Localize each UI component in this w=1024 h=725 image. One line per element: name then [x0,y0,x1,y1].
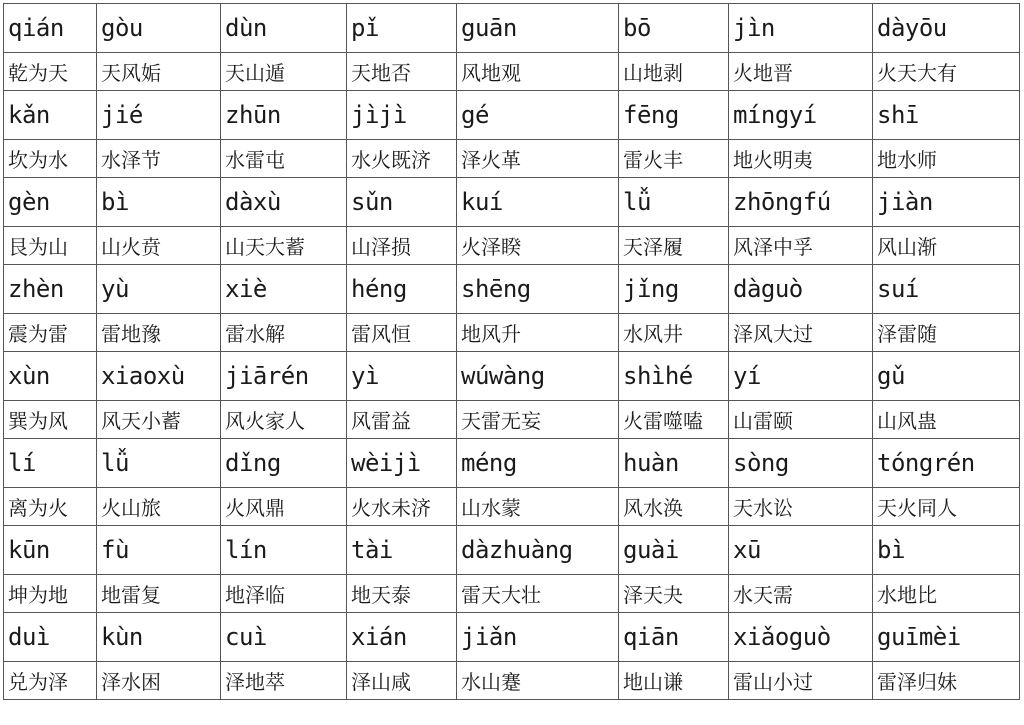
pinyin-cell: lǚ [619,178,729,227]
pinyin-cell: dàguò [729,265,873,314]
hexagram-name-cell: 泽风大过 [729,314,873,352]
hexagram-name-cell: 地天泰 [347,575,457,613]
pinyin-cell: méng [457,439,619,488]
pinyin-row [4,439,1020,488]
pinyin-row [4,4,1020,53]
pinyin-cell: tài [347,526,457,575]
pinyin-cell: guīmèi [873,613,1020,662]
hanzi-row [4,401,1020,439]
pinyin-cell: guān [457,4,619,53]
hanzi-row [4,227,1020,265]
pinyin-cell: dàzhuàng [457,526,619,575]
pinyin-cell: qiān [619,613,729,662]
pinyin-cell: jié [97,91,221,140]
pinyin-row [4,91,1020,140]
pinyin-cell: dàxù [221,178,347,227]
hexagram-name-cell: 离为火 [4,488,97,526]
pinyin-cell: duì [4,613,97,662]
hexagram-name-cell: 水山蹇 [457,662,619,700]
hexagram-name-cell: 风天小蓄 [97,401,221,439]
hexagram-name-cell: 火泽睽 [457,227,619,265]
pinyin-cell: jiàn [873,178,1020,227]
pinyin-cell: kùn [97,613,221,662]
hexagram-name-cell: 天地否 [347,53,457,91]
hanzi-row [4,53,1020,91]
pinyin-cell: bì [97,178,221,227]
hexagram-table [3,3,1020,700]
hexagram-name-cell: 雷泽归妹 [873,662,1020,700]
hexagram-name-cell: 山火贲 [97,227,221,265]
pinyin-cell: xùn [4,352,97,401]
hexagram-name-cell: 天雷无妄 [457,401,619,439]
hexagram-name-cell: 风雷益 [347,401,457,439]
hexagram-name-cell: 泽水困 [97,662,221,700]
pinyin-cell: wèijì [347,439,457,488]
pinyin-cell: jiārén [221,352,347,401]
pinyin-cell: bō [619,4,729,53]
hexagram-name-cell: 地泽临 [221,575,347,613]
hexagram-name-cell: 山风蛊 [873,401,1020,439]
pinyin-cell: dǐng [221,439,347,488]
pinyin-cell: shī [873,91,1020,140]
hexagram-name-cell: 地火明夷 [729,140,873,178]
hexagram-name-cell: 地雷复 [97,575,221,613]
hexagram-name-cell: 天山遁 [221,53,347,91]
pinyin-cell: xiè [221,265,347,314]
pinyin-cell: zhūn [221,91,347,140]
pinyin-cell: dàyōu [873,4,1020,53]
hexagram-name-cell: 乾为天 [4,53,97,91]
hexagram-name-cell: 水火既济 [347,140,457,178]
hexagram-name-cell: 坤为地 [4,575,97,613]
pinyin-cell: suí [873,265,1020,314]
hexagram-name-cell: 泽雷随 [873,314,1020,352]
pinyin-row [4,526,1020,575]
pinyin-cell: sǔn [347,178,457,227]
hexagram-name-cell: 天泽履 [619,227,729,265]
pinyin-cell: wúwàng [457,352,619,401]
hexagram-name-cell: 兑为泽 [4,662,97,700]
hexagram-name-cell: 雷地豫 [97,314,221,352]
pinyin-cell: héng [347,265,457,314]
pinyin-cell: shìhé [619,352,729,401]
hexagram-name-cell: 地风升 [457,314,619,352]
pinyin-cell: yì [347,352,457,401]
hanzi-row [4,140,1020,178]
pinyin-cell: fēng [619,91,729,140]
hexagram-name-cell: 火风鼎 [221,488,347,526]
pinyin-cell: jìjì [347,91,457,140]
pinyin-cell: qián [4,4,97,53]
hexagram-name-cell: 火雷噬嗑 [619,401,729,439]
hanzi-row [4,488,1020,526]
pinyin-cell: jìn [729,4,873,53]
pinyin-cell: zhōngfú [729,178,873,227]
hexagram-name-cell: 水泽节 [97,140,221,178]
hexagram-name-cell: 雷风恒 [347,314,457,352]
hexagram-name-cell: 雷天大壮 [457,575,619,613]
pinyin-row [4,265,1020,314]
pinyin-cell: gèn [4,178,97,227]
hexagram-name-cell: 山雷颐 [729,401,873,439]
pinyin-cell: kūn [4,526,97,575]
hexagram-name-cell: 震为雷 [4,314,97,352]
hexagram-name-cell: 水雷屯 [221,140,347,178]
hexagram-name-cell: 风水涣 [619,488,729,526]
hexagram-name-cell: 泽火革 [457,140,619,178]
hexagram-name-cell: 风泽中孚 [729,227,873,265]
pinyin-cell: lín [221,526,347,575]
pinyin-cell: xiaoxù [97,352,221,401]
hexagram-name-cell: 风火家人 [221,401,347,439]
hexagram-name-cell: 山水蒙 [457,488,619,526]
pinyin-cell: shēng [457,265,619,314]
hanzi-row [4,575,1020,613]
pinyin-row [4,352,1020,401]
hexagram-name-cell: 地山谦 [619,662,729,700]
hexagram-name-cell: 风地观 [457,53,619,91]
hexagram-name-cell: 天火同人 [873,488,1020,526]
pinyin-cell: huàn [619,439,729,488]
pinyin-cell: kuí [457,178,619,227]
hexagram-name-cell: 水地比 [873,575,1020,613]
hexagram-name-cell: 坎为水 [4,140,97,178]
pinyin-cell: guài [619,526,729,575]
hanzi-row [4,314,1020,352]
hexagram-name-cell: 山地剥 [619,53,729,91]
pinyin-cell: míngyí [729,91,873,140]
hexagram-name-cell: 火水未济 [347,488,457,526]
hexagram-name-cell: 天水讼 [729,488,873,526]
pinyin-cell: lǚ [97,439,221,488]
pinyin-cell: lí [4,439,97,488]
pinyin-cell: xián [347,613,457,662]
pinyin-cell: cuì [221,613,347,662]
hexagram-name-cell: 巽为风 [4,401,97,439]
pinyin-cell: zhèn [4,265,97,314]
pinyin-cell: yí [729,352,873,401]
hexagram-name-cell: 艮为山 [4,227,97,265]
pinyin-cell: yù [97,265,221,314]
hanzi-row [4,662,1020,700]
hexagram-name-cell: 雷山小过 [729,662,873,700]
pinyin-cell: pǐ [347,4,457,53]
hexagram-name-cell: 山泽损 [347,227,457,265]
hexagram-name-cell: 泽天夬 [619,575,729,613]
hexagram-name-cell: 火天大有 [873,53,1020,91]
hexagram-name-cell: 雷水解 [221,314,347,352]
pinyin-cell: fù [97,526,221,575]
hexagram-name-cell: 风山渐 [873,227,1020,265]
pinyin-cell: gòu [97,4,221,53]
hexagram-name-cell: 水天需 [729,575,873,613]
hexagram-name-cell: 山天大蓄 [221,227,347,265]
pinyin-cell: gé [457,91,619,140]
pinyin-row [4,613,1020,662]
hexagram-name-cell: 水风井 [619,314,729,352]
pinyin-cell: sòng [729,439,873,488]
pinyin-cell: dùn [221,4,347,53]
pinyin-row [4,178,1020,227]
pinyin-cell: tóngrén [873,439,1020,488]
hexagram-name-cell: 天风姤 [97,53,221,91]
pinyin-cell: xiǎoguò [729,613,873,662]
hexagram-name-cell: 泽山咸 [347,662,457,700]
hexagram-name-cell: 雷火丰 [619,140,729,178]
pinyin-cell: bì [873,526,1020,575]
hexagram-name-cell: 地水师 [873,140,1020,178]
pinyin-cell: jiǎn [457,613,619,662]
hexagram-name-cell: 泽地萃 [221,662,347,700]
hexagram-name-cell: 火山旅 [97,488,221,526]
pinyin-cell: xū [729,526,873,575]
pinyin-cell: gǔ [873,352,1020,401]
pinyin-cell: kǎn [4,91,97,140]
pinyin-cell: jǐng [619,265,729,314]
hexagram-name-cell: 火地晋 [729,53,873,91]
